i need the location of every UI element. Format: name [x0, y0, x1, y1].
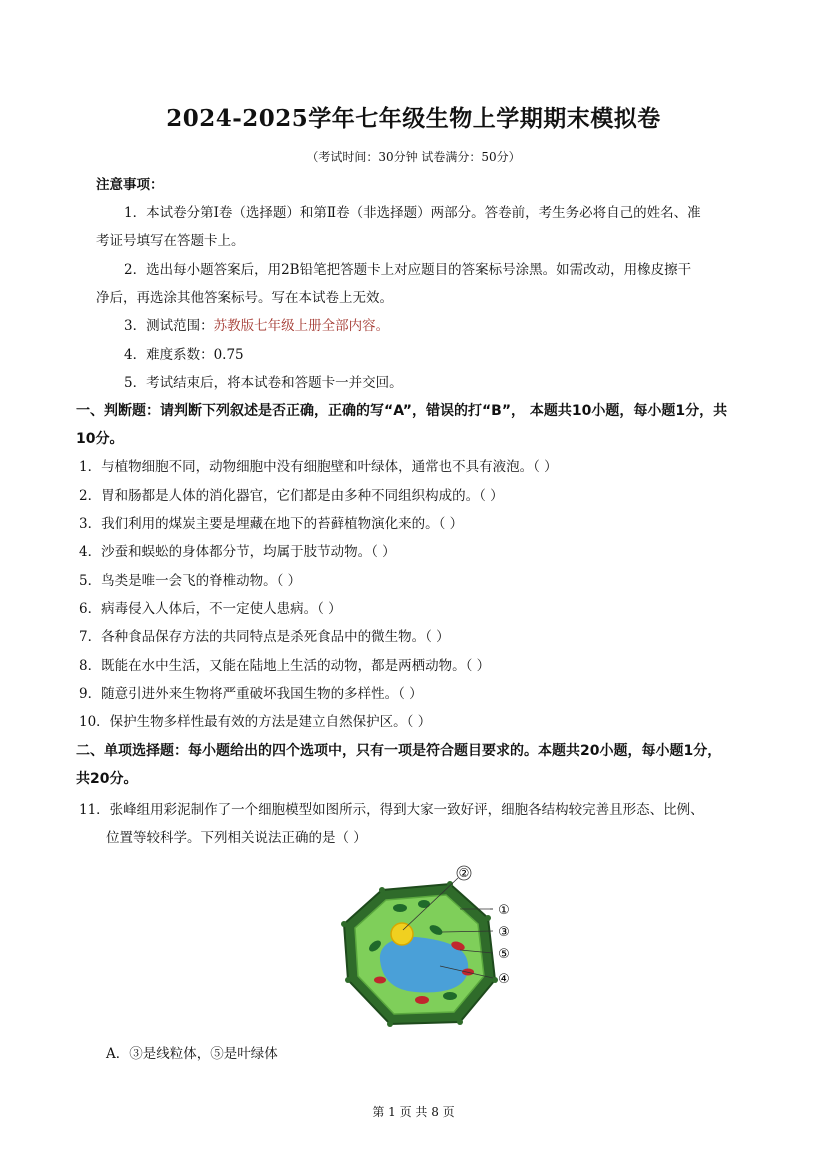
section1-heading: 一、判断题：请判断下列叙述是否正确，正确的写“A”，错误的打“B”， 本题共10小题，每小题1分，共 — [76, 403, 728, 419]
page-number: 第 1 页 共 8 页 — [372, 1105, 455, 1119]
nucleus — [391, 923, 413, 945]
section2-heading-cont: 共20分。 — [76, 771, 138, 787]
chloroplast — [443, 992, 457, 1000]
notice-item-4: 4．难度系数：0.75 — [124, 347, 244, 363]
question-8: 8．既能在水中生活，又能在陆地上生活的动物，都是两栖动物。（ ） — [79, 658, 491, 674]
label-3: ③ — [498, 925, 510, 940]
notice-item-3: 3．测试范围：苏教版七年级上册全部内容。 — [124, 318, 390, 334]
question-10: 10．保护生物多样性最有效的方法是建立自然保护区。（ ） — [79, 714, 432, 730]
question-11-cont: 位置等较科学。下列相关说法正确的是（ ） — [106, 830, 367, 846]
label-5: ⑤ — [498, 947, 510, 962]
question-7: 7．各种食品保存方法的共同特点是杀死食品中的微生物。（ ） — [79, 629, 450, 645]
label-2: ② — [458, 866, 470, 880]
question-11: 11．张峰组用彩泥制作了一个细胞模型如图所示，得到大家一致好评，细胞各结构较完善且形态、比例、 — [79, 802, 704, 818]
cell-model-figure — [330, 862, 530, 1032]
notice-item-2: 2．选出每小题答案后，用2B铅笔把答题卡上对应题目的答案标号涂黑。如需改动，用橡皮擦干 — [124, 262, 692, 278]
question-3: 3．我们利用的煤炭主要是埋藏在地下的苔藓植物演化来的。（ ） — [79, 516, 464, 532]
label-4: ④ — [498, 972, 510, 987]
notice-item-1-cont: 考证号填写在答题卡上。 — [96, 233, 245, 249]
test-scope: 苏教版七年级上册全部内容。 — [213, 318, 390, 334]
section1-heading-cont: 10分。 — [76, 431, 124, 447]
mitochondrion — [374, 977, 386, 984]
chloroplast — [418, 900, 430, 908]
notice-heading: 注意事项： — [96, 177, 164, 193]
section2-heading: 二、单项选择题：每小题给出的四个选项中，只有一项是符合题目要求的。本题共20小题，每小题1分， — [76, 743, 722, 759]
page-title: 2024-2025学年七年级生物上学期期末模拟卷 — [166, 105, 661, 132]
question-2: 2．胃和肠都是人体的消化器官，它们都是由多种不同组织构成的。（ ） — [79, 488, 504, 504]
exam-info: （考试时间：30分钟 试卷满分：50分） — [306, 150, 521, 164]
question-1: 1．与植物细胞不同，动物细胞中没有细胞壁和叶绿体，通常也不具有液泡。（ ） — [79, 459, 558, 475]
notice-item-2-cont: 净后，再选涂其他答案标号。写在本试卷上无效。 — [96, 290, 393, 306]
chloroplast — [393, 904, 407, 912]
question-6: 6．病毒侵入人体后，不一定使人患病。（ ） — [79, 601, 342, 617]
question-5: 5．鸟类是唯一会飞的脊椎动物。（ ） — [79, 573, 302, 589]
notice-item-1: 1．本试卷分第Ⅰ卷（选择题）和第Ⅱ卷（非选择题）两部分。答卷前，考生务必将自己的姓名、准 — [124, 205, 701, 221]
question-4: 4．沙蚕和蜈蚣的身体都分节，均属于肢节动物。（ ） — [79, 544, 396, 560]
option-a: A．③是线粒体，⑤是叶绿体 — [106, 1046, 278, 1062]
notice-item-5: 5．考试结束后，将本试卷和答题卡一并交回。 — [124, 375, 403, 391]
question-9: 9．随意引进外来生物将严重破坏我国生物的多样性。（ ） — [79, 686, 423, 702]
mitochondrion — [415, 996, 429, 1004]
label-1: ① — [498, 903, 510, 918]
